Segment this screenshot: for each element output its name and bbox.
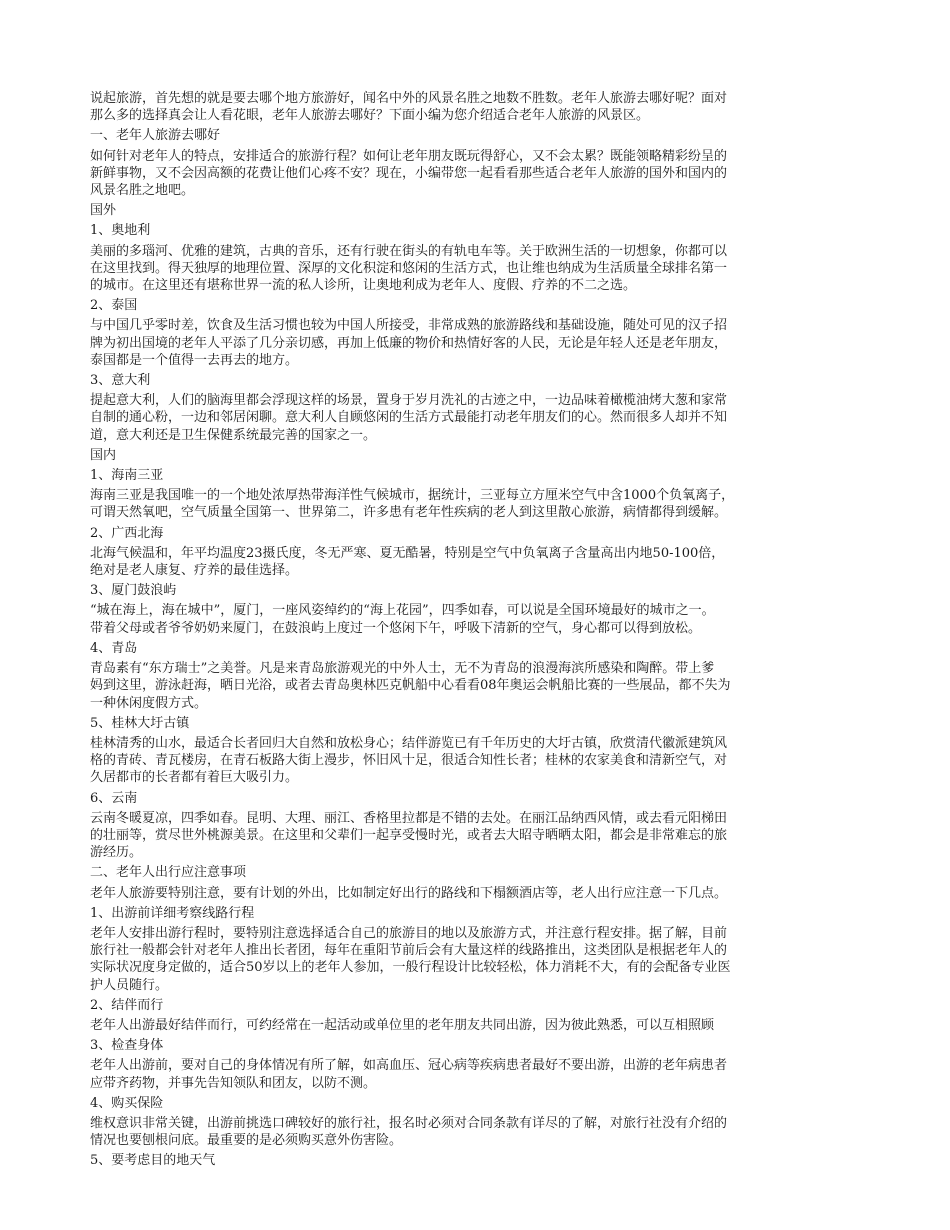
paragraph-line: 情况也要刨根问底。最重要的是必须购买意外伤害险。 — [90, 1133, 403, 1149]
paragraph-line: 云南冬暖夏凉，四季如春。昆明、大理、丽江、香格里拉都是不错的去处。在丽江品纳西风情，或去看元阳梯田 — [90, 810, 728, 826]
paragraph-line: 绝对是老人康复、疗养的最佳选择。 — [90, 563, 299, 579]
section-heading: 2、泰国 — [90, 298, 138, 314]
section-heading: 2、广西北海 — [90, 525, 164, 541]
paragraph-line: 道，意大利还是卫生保健系统最完善的国家之一。 — [90, 427, 377, 443]
section-heading: 3、意大利 — [90, 373, 151, 389]
paragraph-line: 泰国都是一个值得一去再去的地方。 — [90, 352, 299, 368]
document-page — [90, 90, 860, 1170]
paragraph-line: 桂林清秀的山水，最适合长者回归大自然和放松身心；结伴游览已有千年历史的大圩古镇，欣赏清代徽派建筑风 — [90, 735, 728, 751]
section-heading: 1、奥地利 — [90, 223, 151, 239]
section-heading: 4、购买保险 — [90, 1095, 164, 1111]
paragraph-line: 风景名胜之地吧。 — [90, 183, 195, 199]
paragraph-line: 北海气候温和，年平均温度23摄氏度，冬无严寒、夏无酷暑，特别是空气中负氧离子含量高出内地50-100倍， — [90, 545, 725, 561]
paragraph-line: 一种休闲度假方式。 — [90, 695, 208, 711]
section-heading: 6、云南 — [90, 790, 138, 806]
paragraph-line: 牌为初出国境的老年人平添了几分亲切感，再加上低廉的物价和热情好客的人民，无论是年轻人还是老年朋友， — [90, 335, 728, 351]
section-heading: 国内 — [90, 447, 117, 463]
section-heading: 2、结伴而行 — [90, 997, 164, 1013]
section-heading: 3、厦门鼓浪屿 — [90, 583, 177, 599]
paragraph-line: 老年人安排出游行程时，要特别注意选择适合自己的旅游目的地以及旅游方式，并注意行程安排。据了解，目前 — [90, 925, 728, 941]
section-heading: 5、要考虑目的地天气 — [90, 1153, 216, 1169]
paragraph-line: 老年人旅游要特别注意，要有计划的外出，比如制定好出行的路线和下榻额酒店等，老人出行应注意一下几点。 — [90, 885, 728, 901]
paragraph-line: 的壮丽等，赏尽世外桃源美景。在这里和父辈们一起享受慢时光，或者去大昭寺晒晒太阳，都会是非常难忘的旅 — [90, 827, 728, 843]
paragraph-line: 久居都市的长者都有着巨大吸引力。 — [90, 770, 299, 786]
paragraph-line: 与中国几乎零时差，饮食及生活习惯也较为中国人所接受，非常成熟的旅游路线和基础设施，随处可见的汉子招 — [90, 318, 728, 334]
paragraph-line: 如何针对老年人的特点，安排适合的旅游行程？如何让老年朋友既玩得舒心，又不会太累？既能领略精彩纷呈的 — [90, 148, 728, 164]
paragraph-line: 妈到这里，游泳赶海，晒日光浴，或者去青岛奥林匹克帆船中心看看08年奥运会帆船比赛的一些展品，都不失为 — [90, 678, 731, 694]
paragraph-line: 护人员随行。 — [90, 977, 169, 993]
paragraph-line: 海南三亚是我国唯一的一个地处浓厚热带海洋性气候城市，据统计，三亚每立方厘米空气中含1000个负氧离子， — [90, 488, 735, 504]
paragraph-line: 实际状况度身定做的，适合50岁以上的老年人参加，一般行程设计比较轻松，体力消耗不大，有的会配备专业医 — [90, 960, 731, 976]
paragraph-line: 美丽的多瑙河、优雅的建筑，古典的音乐，还有行驶在街头的有轨电车等。关于欧洲生活的一切想象，你都可以 — [90, 243, 728, 259]
paragraph-line: 老年人出游前，要对自己的身体情况有所了解，如高血压、冠心病等疾病患者最好不要出游，出游的老年病患者 — [90, 1058, 728, 1074]
section-heading: 二、老年人出行应注意事项 — [90, 865, 247, 881]
paragraph-line: 维权意识非常关键，出游前挑选口碑较好的旅行社，报名时必须对合同条款有详尽的了解，对旅行社没有介绍的 — [90, 1115, 728, 1131]
section-heading: 4、青岛 — [90, 640, 138, 656]
paragraph-line: 应带齐药物，并事先告知领队和团友，以防不测。 — [90, 1075, 377, 1091]
paragraph-line: 说起旅游，首先想的就是要去哪个地方旅游好，闻名中外的风景名胜之地数不胜数。老年人旅游去哪好呢？面对 — [90, 91, 728, 106]
paragraph-line: 旅行社一般都会针对老年人推出长者团，每年在重阳节前后会有大量这样的线路推出，这类团队是根据老年人的 — [90, 943, 728, 959]
paragraph-line: 提起意大利，人们的脑海里都会浮现这样的场景，置身于岁月洗礼的古迹之中，一边品味着橄榄油烤大葱和家常 — [90, 393, 728, 409]
section-heading: 5、桂林大圩古镇 — [90, 715, 190, 731]
paragraph-line: 在这里找到。得天独厚的地理位置、深厚的文化积淀和悠闲的生活方式，也让维也纳成为生活质量全球排名第一 — [90, 260, 728, 276]
paragraph-line: 可谓天然氧吧，空气质量全国第一、世界第二，许多患有老年性疾病的老人到这里散心旅游，病情都得到缓解。 — [90, 505, 728, 521]
paragraph-line: 的城市。在这里还有堪称世界一流的私人诊所，让奥地利成为老年人、度假、疗养的不二之选。 — [90, 278, 637, 294]
paragraph-line: 带着父母或者爷爷奶奶来厦门，在鼓浪屿上度过一个悠闲下午，呼吸下清新的空气，身心都可以得到放松。 — [90, 620, 702, 636]
paragraph-line: 青岛素有“东方瑞士”之美誉。凡是来青岛旅游观光的中外人士，无不为青岛的浪漫海滨所感染和陶醉。带上爹 — [90, 661, 715, 677]
section-heading: 国外 — [90, 203, 117, 219]
paragraph-line: 新鲜事物，又不会因高额的花费让他们心疼不安？现在，小编带您一起看看那些适合老年人旅游的国外和国内的 — [90, 165, 728, 181]
paragraph-line: 游经历。 — [90, 845, 143, 861]
paragraph-line: 那么多的选择真会让人看花眼，老年人旅游去哪好？下面小编为您介绍适合老年人旅游的风景区。 — [90, 108, 650, 124]
paragraph-line: 格的青砖、青瓦楼房，在青石板路大街上漫步，怀旧风十足，很适合知性长者；桂林的农家美食和清新空气，对 — [90, 753, 728, 769]
section-heading: 一、老年人旅游去哪好 — [90, 128, 221, 144]
paragraph-line: 自制的通心粉，一边和邻居闲聊。意大利人自顾悠闲的生活方式最能打动老年朋友们的心。然而很多人却并不知 — [90, 410, 728, 426]
paragraph-line: 老年人出游最好结伴而行，可约经常在一起活动或单位里的老年朋友共同出游，因为彼此熟悉，可以互相照顾 — [90, 1017, 715, 1033]
paragraph-line: “城在海上，海在城中”，厦门，一座风姿绰约的“海上花园”，四季如春，可以说是全国环境最好的城市之一。 — [90, 603, 715, 619]
section-heading: 1、海南三亚 — [90, 468, 164, 484]
section-heading: 3、检查身体 — [90, 1038, 164, 1054]
section-heading: 1、出游前详细考察线路行程 — [90, 905, 255, 921]
